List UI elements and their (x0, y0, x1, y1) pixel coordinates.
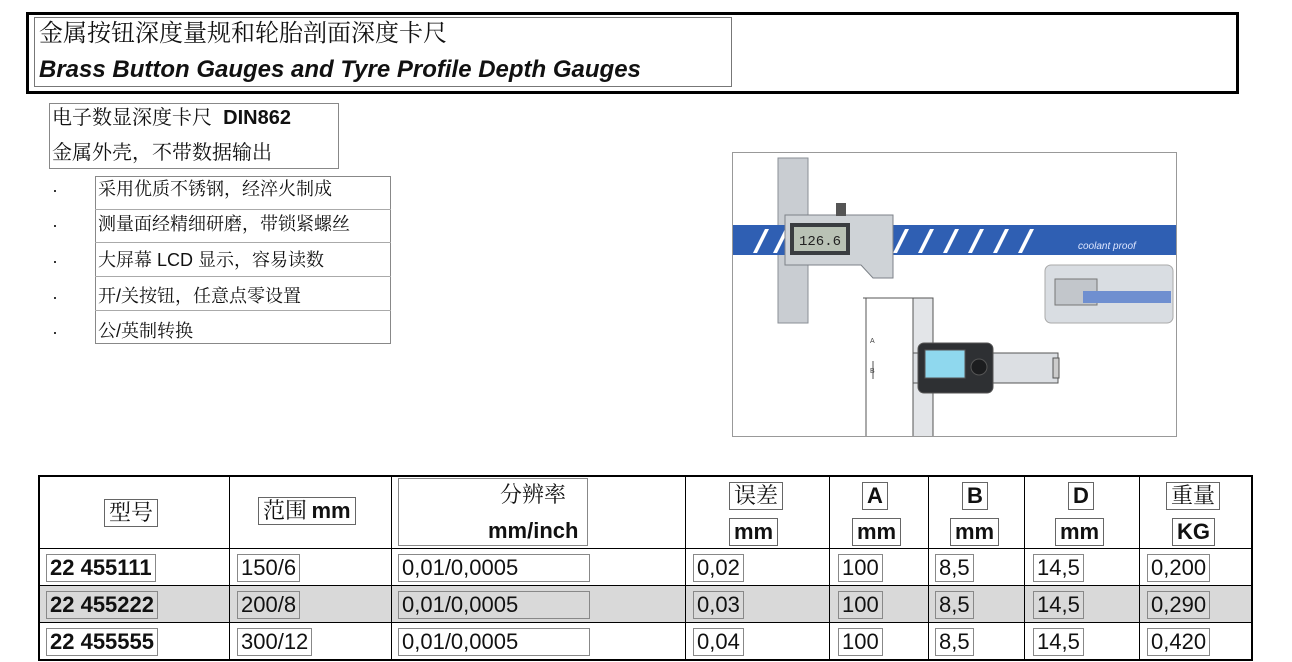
divider (95, 209, 391, 210)
col-header-a: A (862, 482, 888, 510)
col-header-a-unit: mm (852, 518, 901, 546)
col-header-error: 误差 (729, 482, 783, 510)
table-cell-a: 100 (838, 554, 883, 582)
product-subtitle: 金属外壳，不带数据输出 (52, 142, 272, 164)
col-header-range-unit: mm (311, 498, 351, 523)
col-divider (829, 475, 830, 661)
table-cell-range: 200/8 (237, 591, 300, 619)
dim-label-a: A (870, 338, 875, 345)
col-header-resolution: 分辨率 (500, 482, 567, 507)
depth-gauge-illustration (733, 153, 1177, 437)
inset-ruler (1083, 291, 1171, 303)
bullet: · (52, 322, 58, 342)
feature-item: 采用优质不锈钢，经淬火制成 (98, 179, 332, 199)
table-cell-error: 0,02 (693, 554, 744, 582)
col-divider (1024, 475, 1025, 661)
table-cell-weight: 0,420 (1147, 628, 1210, 656)
table-cell-weight: 0,290 (1147, 591, 1210, 619)
col-header-resolution-unit: mm/inch (488, 518, 579, 543)
table-cell-resolution: 0,01/0,0005 (398, 591, 590, 619)
col-header-resolution-box (398, 478, 588, 546)
bullet: · (52, 287, 58, 307)
table-cell-resolution: 0,01/0,0005 (398, 554, 590, 582)
ruler-label: coolant proof (1078, 241, 1136, 252)
bullet: · (52, 180, 58, 200)
row-divider (38, 548, 1253, 549)
table-cell-range: 300/12 (237, 628, 312, 656)
col-header-d: D (1068, 482, 1094, 510)
product-name-cn: 电子数显深度卡尺 (52, 107, 212, 129)
col-header-d-unit: mm (1055, 518, 1104, 546)
col-header-range (258, 497, 356, 525)
col-header-range-label: 范围 (263, 498, 308, 523)
bullet: · (52, 251, 58, 271)
table-cell-b: 8,5 (935, 628, 974, 656)
col-header-error-unit: mm (729, 518, 778, 546)
feature-item: 公/英制转换 (98, 321, 194, 341)
col-header-b: B (962, 482, 988, 510)
dim-label-b: B (870, 368, 875, 375)
col-divider (928, 475, 929, 661)
table-cell-d: 14,5 (1033, 554, 1084, 582)
feature-item: 开/关按钮，任意点零设置 (98, 286, 301, 306)
table-cell-resolution: 0,01/0,0005 (398, 628, 590, 656)
col-header-weight: 重量 (1166, 482, 1220, 510)
product-image (732, 152, 1177, 437)
product-title (52, 105, 291, 131)
product-standard: DIN862 (223, 107, 291, 129)
table-cell-model: 22 455111 (46, 554, 156, 582)
feature-item: 测量面经精细研磨，带锁紧螺丝 (98, 214, 350, 234)
table-cell-model: 22 455555 (46, 628, 158, 656)
table-cell-b: 8,5 (935, 554, 974, 582)
divider (95, 242, 391, 243)
row-divider (38, 585, 1253, 586)
table-cell-b: 8,5 (935, 591, 974, 619)
col-header-b-unit: mm (950, 518, 999, 546)
page-title-cn: 金属按钮深度量规和轮胎剖面深度卡尺 (39, 20, 447, 47)
table-cell-d: 14,5 (1033, 628, 1084, 656)
feature-item: 大屏幕 LCD 显示，容易读数 (98, 250, 325, 270)
table-cell-error: 0,03 (693, 591, 744, 619)
col-divider (685, 475, 686, 661)
table-cell-error: 0,04 (693, 628, 744, 656)
lcd-reading: 126.6 (799, 234, 842, 250)
col-header-weight-unit: KG (1172, 518, 1215, 546)
divider (95, 276, 391, 277)
table-cell-model: 22 455222 (46, 591, 158, 619)
page-title-en: Brass Button Gauges and Tyre Profile Depth Gauges (39, 56, 641, 83)
row-divider (38, 622, 1253, 623)
bullet: · (52, 215, 58, 235)
col-divider (391, 475, 392, 661)
table-cell-weight: 0,200 (1147, 554, 1210, 582)
col-divider (229, 475, 230, 661)
divider (95, 310, 391, 311)
table-cell-a: 100 (838, 628, 883, 656)
col-header-model: 型号 (104, 499, 158, 527)
col-divider (1139, 475, 1140, 661)
table-cell-d: 14,5 (1033, 591, 1084, 619)
table-cell-range: 150/6 (237, 554, 300, 582)
technical-drawing (863, 298, 1059, 437)
table-cell-a: 100 (838, 591, 883, 619)
lock-screw (836, 203, 846, 216)
